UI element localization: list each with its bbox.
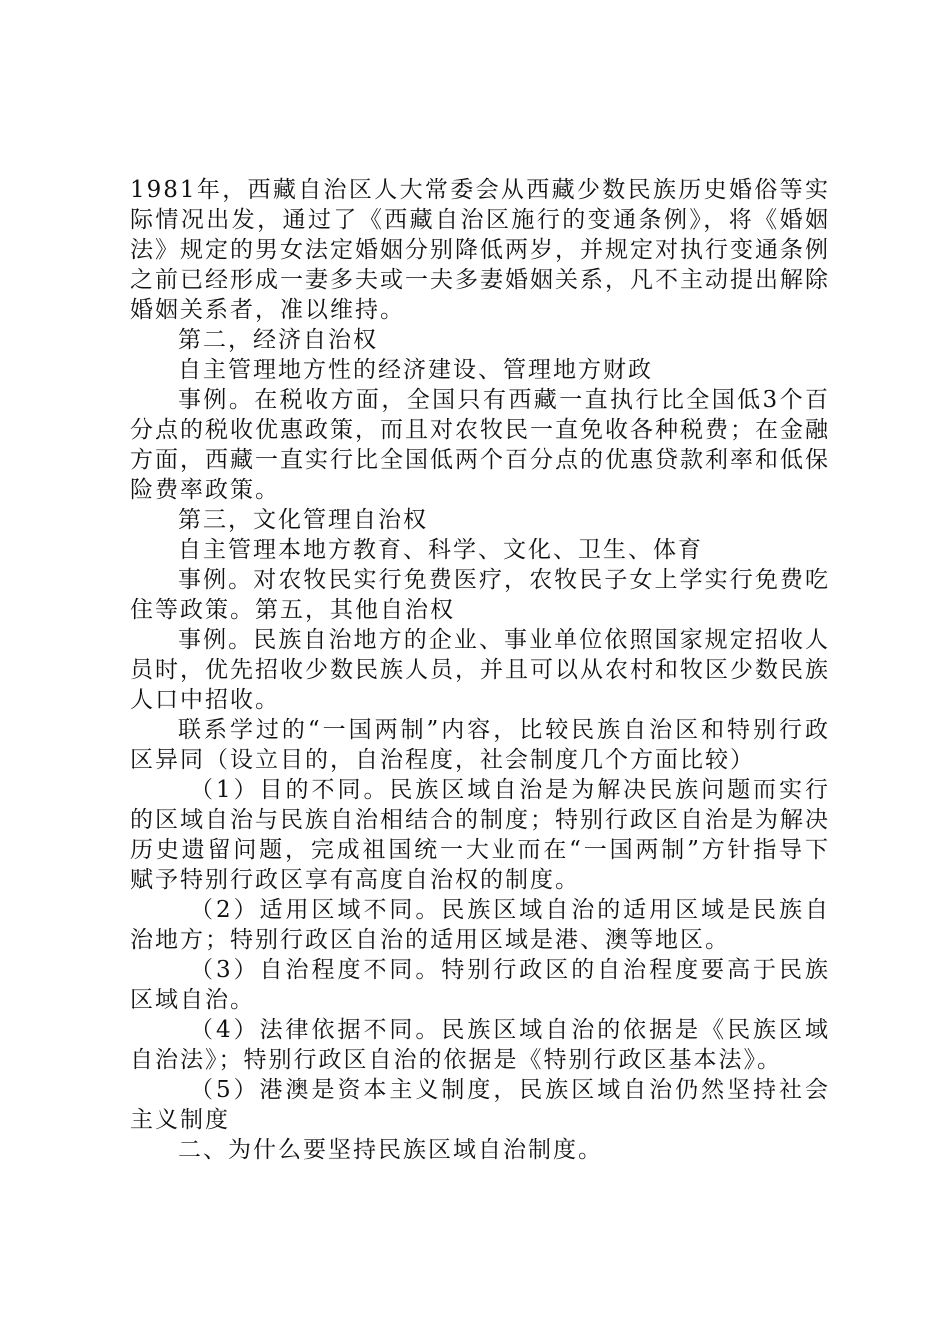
paragraph-point-2: （2）适用区域不同。民族区域自治的适用区域是民族自治地方；特别行政区自治的适用区域是港、澳等地区。 [130, 897, 830, 953]
paragraph-point-4: （4）法律依据不同。民族区域自治的依据是《民族区域自治法》；特别行政区自治的依据是《特别行政区基本法》。 [130, 1017, 830, 1073]
heading-section-two: 二、为什么要坚持民族区域自治制度。 [178, 1137, 603, 1163]
paragraph-economic-scope: 自主管理地方性的经济建设、管理地方财政 [178, 357, 653, 383]
paragraph-marriage-law: 1981年，西藏自治区人大常委会从西藏少数民族历史婚俗等实际情况出发，通过了《西藏自治区施行的变通条例》，将《婚姻法》规定的男女法定婚姻分别降低两岁，并规定对执行变通条例之前已经形成一妻多夫或一夫多妻婚姻关系，凡不主动提出解除婚姻关系者，准以维持。 [130, 177, 830, 323]
paragraph-point-3: （3）自治程度不同。特别行政区的自治程度要高于民族区域自治。 [130, 957, 830, 1013]
heading-economic-autonomy: 第二，经济自治权 [178, 327, 378, 353]
paragraph-cultural-example: 事例。对农牧民实行免费医疗，农牧民子女上学实行免费吃住等政策。第五，其他自治权 [130, 567, 830, 623]
paragraph-cultural-scope: 自主管理本地方教育、科学、文化、卫生、体育 [178, 537, 703, 563]
paragraph-economic-example: 事例。在税收方面，全国只有西藏一直执行比全国低3个百分点的税收优惠政策，而且对农牧民一直免收各种税费；在金融方面，西藏一直实行比全国低两个百分点的优惠贷款利率和低保险费率政策。 [130, 387, 830, 503]
heading-cultural-autonomy: 第三，文化管理自治权 [178, 507, 428, 533]
paragraph-comparison-question: 联系学过的“一国两制”内容，比较民族自治区和特别行政区异同（设立目的，自治程度，社会制度几个方面比较） [130, 717, 830, 773]
paragraph-other-example: 事例。民族自治地方的企业、事业单位依照国家规定招收人员时，优先招收少数民族人员，并且可以从农村和牧区少数民族人口中招收。 [130, 627, 830, 713]
paragraph-point-5: （5）港澳是资本主义制度，民族区域自治仍然坚持社会主义制度 [130, 1077, 830, 1133]
paragraph-point-1: （1）目的不同。民族区域自治是为解决民族问题而实行的区域自治与民族自治相结合的制度；特别行政区自治是为解决历史遗留问题，完成祖国统一大业而在“一国两制”方针指导下赋予特别行政区享有高度自治权的制度。 [130, 777, 830, 893]
document-body [130, 175, 830, 1165]
